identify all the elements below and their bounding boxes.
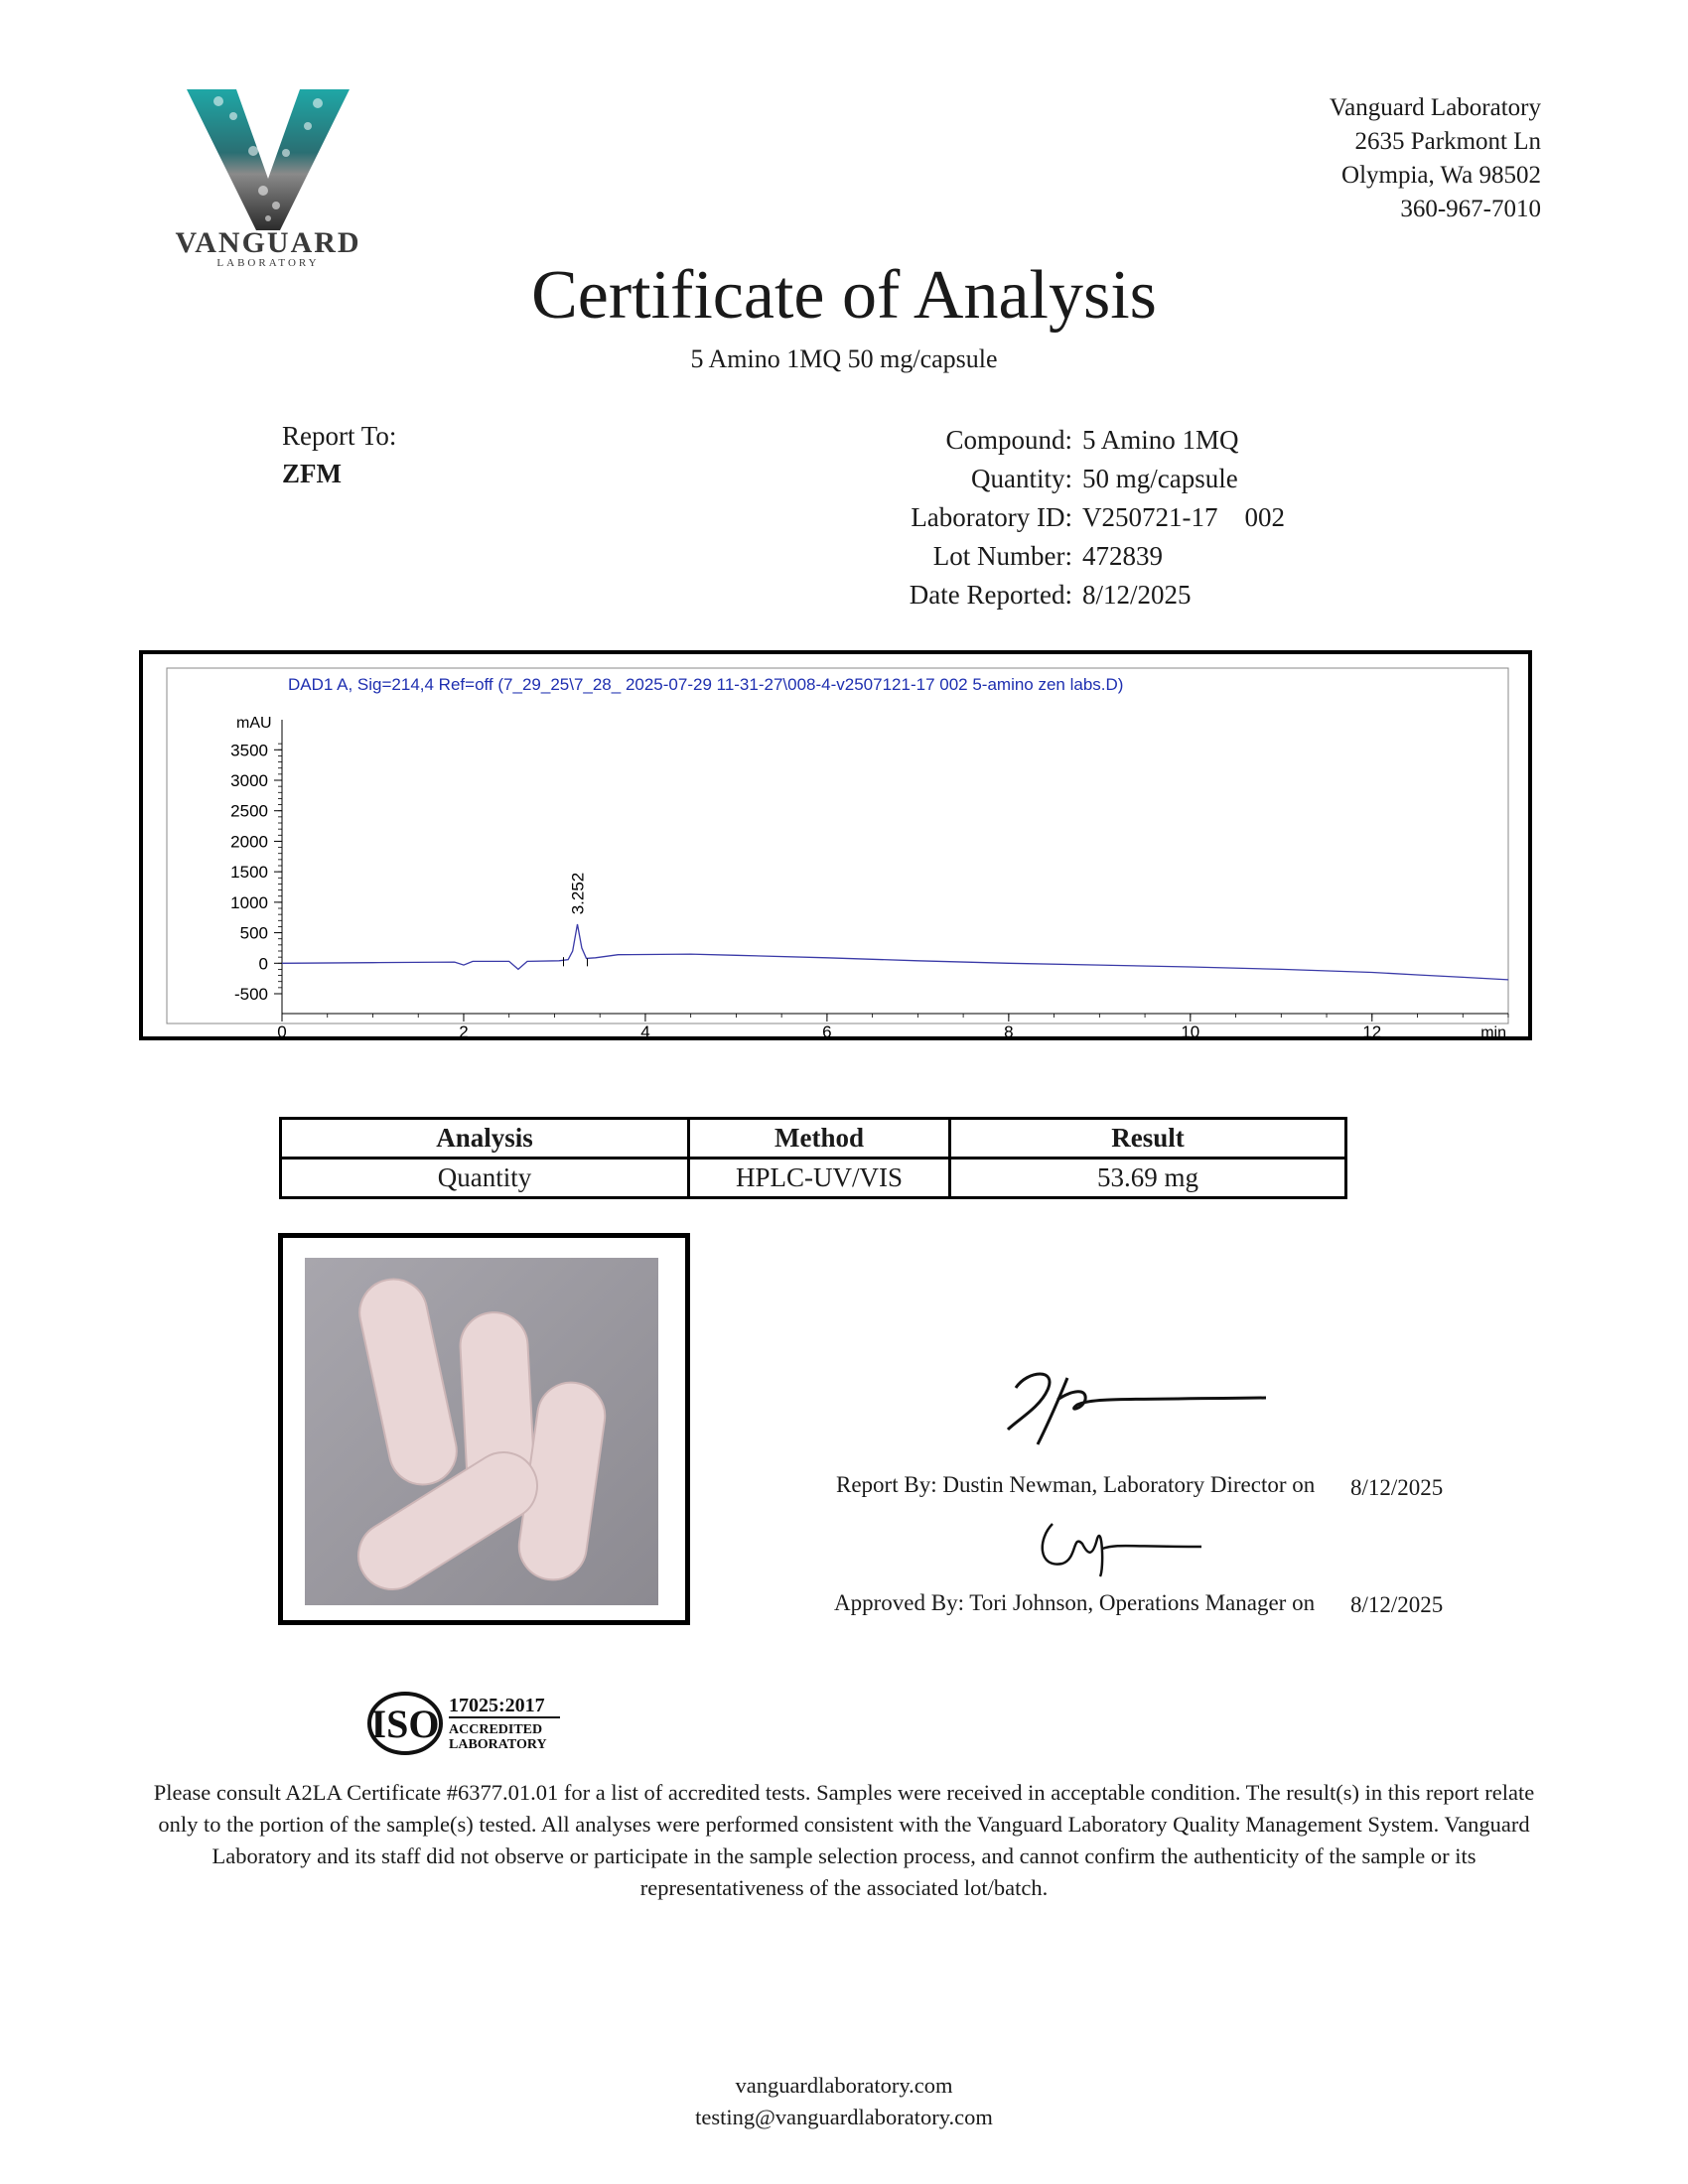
iso-accreditation-logo [365, 1688, 564, 1759]
info-label: Laboratory ID: [911, 502, 1072, 532]
info-label: Date Reported: [909, 580, 1072, 610]
footer-email: testing@vanguardlaboratory.com [695, 2105, 993, 2129]
footer-website: vanguardlaboratory.com [735, 2073, 953, 2098]
cell-method: HPLC-UV/VIS [689, 1159, 950, 1198]
info-row-lot-number [695, 537, 1390, 576]
y-tick-label: 1500 [230, 863, 268, 883]
info-value: 5 Amino 1MQ [1082, 425, 1239, 455]
cell-result: 53.69 mg [950, 1159, 1346, 1198]
disclaimer-text: Please consult A2LA Certificate #6377.01.01 for a list of accredited tests. Samples were received in acceptable condition. The result(s) in this report relate only to the portion of the sample(s) tested. All analyses were performed consistent with the Vanguard Laboratory Quality Management System. Vanguard Laboratory and its staff did not observe or participate in the sample selection process, and cannot confirm the authenticity of the sample or its representativeness of the associated lot/batch. [153, 1780, 1535, 1900]
chromatogram-chart [143, 654, 1528, 1036]
info-label: Lot Number: [932, 541, 1072, 571]
cell-analysis: Quantity [281, 1159, 689, 1198]
y-axis-label: mAU [236, 715, 272, 732]
report-to-label: Report To: [282, 421, 397, 451]
chromatogram-frame [139, 650, 1532, 1040]
info-value: 8/12/2025 [1082, 580, 1192, 610]
y-tick-label: 3000 [230, 771, 268, 790]
signature-dustin-newman [998, 1360, 1276, 1449]
chart-title: DAD1 A, Sig=214,4 Ref=off (7_29_25\7_28_ 2025-07-29 11-31-27\008-4-v2507121-17 002 5-amino zen labs.D) [288, 675, 1124, 694]
series-line [282, 924, 1508, 980]
y-tick-label: 1000 [230, 892, 268, 912]
iso-mark: ISO [370, 1702, 440, 1746]
iso-standard: 17025:2017 [449, 1695, 545, 1716]
vanguard-logo [159, 81, 377, 270]
approved-by-text: Approved By: Tori Johnson, Operations Manager on [834, 1590, 1316, 1615]
x-tick-label: 10 [1181, 1023, 1200, 1036]
iso-line1: ACCREDITED [449, 1722, 543, 1737]
sample-photo-frame [278, 1233, 690, 1625]
document-subtitle: 5 Amino 1MQ 50 mg/capsule [690, 344, 998, 373]
signature-tori-johnson [1033, 1509, 1211, 1578]
info-row-quantity [695, 460, 1390, 498]
x-tick-label: 8 [1004, 1023, 1014, 1036]
address-line: 2635 Parkmont Ln [1354, 128, 1541, 155]
info-value: V250721-17 002 [1082, 502, 1285, 532]
iso-line2: LABORATORY [449, 1737, 547, 1752]
address-line: 360-967-7010 [1400, 196, 1541, 222]
logo-text: VANGUARD [175, 226, 361, 259]
info-row-compound [695, 421, 1390, 460]
x-axis-label: min [1480, 1024, 1506, 1036]
capsules-photo [305, 1258, 658, 1605]
peak-label: 3.252 [568, 872, 588, 915]
y-tick-label: 2500 [230, 801, 268, 821]
y-tick-label: 2000 [230, 832, 268, 852]
info-label: Compound: [945, 425, 1072, 455]
report-to-value: ZFM [282, 459, 342, 488]
table-header-row [281, 1119, 1346, 1159]
x-tick-label: 2 [459, 1023, 469, 1036]
info-value: 50 mg/capsule [1082, 464, 1238, 493]
info-row-laboratory-id [695, 498, 1390, 537]
x-tick-label: 0 [277, 1023, 287, 1036]
info-row-date-reported [695, 576, 1390, 614]
sample-info [695, 421, 1390, 614]
x-tick-label: 4 [640, 1023, 650, 1036]
report-by-date: 8/12/2025 [1350, 1475, 1444, 1500]
y-tick-label: 3500 [230, 741, 268, 760]
address-line: Vanguard Laboratory [1329, 94, 1541, 121]
column-header-analysis: Analysis [281, 1119, 689, 1159]
address-line: Olympia, Wa 98502 [1341, 162, 1541, 189]
info-value: 472839 [1082, 541, 1163, 571]
table-row [281, 1159, 1346, 1198]
results-table [279, 1117, 1347, 1199]
document-title: Certificate of Analysis [531, 257, 1157, 334]
column-header-result: Result [950, 1119, 1346, 1159]
approved-by-date: 8/12/2025 [1350, 1592, 1444, 1617]
footer [0, 2070, 1688, 2133]
lab-address [1330, 91, 1541, 226]
y-tick-label: 500 [239, 923, 268, 943]
info-label: Quantity: [971, 464, 1072, 493]
x-tick-label: 6 [822, 1023, 832, 1036]
logo-subtext: LABORATORY [216, 257, 320, 269]
column-header-method: Method [689, 1119, 950, 1159]
report-by-text: Report By: Dustin Newman, Laboratory Director on [836, 1472, 1316, 1497]
y-tick-label: -500 [233, 985, 268, 1004]
y-tick-label: 0 [258, 954, 268, 974]
x-tick-label: 12 [1362, 1023, 1382, 1036]
